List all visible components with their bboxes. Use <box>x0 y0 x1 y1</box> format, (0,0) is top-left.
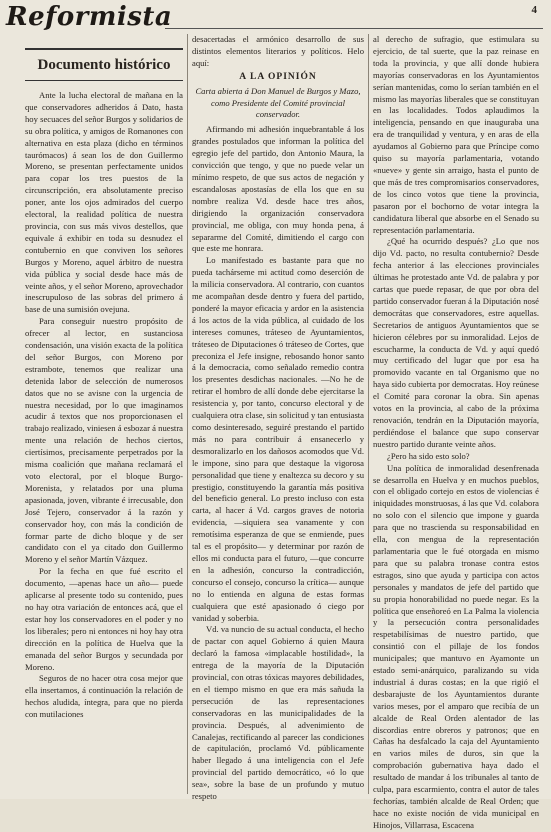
column-divider <box>187 34 188 794</box>
paragraph: Por la fecha en que fué escrito el documento, —apenas hace un año— puede aplicarse al presente todo su contenido, pues no hay otra variación de entonces acá, que el estar hoy los conservadores en el poder y no los liberales; pero ni entonces ni hoy hay otra dirección en la política de Huelva que la emanada del señor Burgos y secundada por Moreno. <box>25 566 183 672</box>
paragraph: ¿Pero ha sido esto solo? <box>387 450 470 461</box>
paragraph: Vd. va nuncio de su actual conducta, el hecho de pactar con aquel Gobierno á quien Maura declaró la famosa «implacable hostilidad», la entrega de la mayoría de la Diputación provincial, con otras tóxicas mayores debilidades, en el tiempo mismo en que era más sañuda la persecución de las representaciones conservadoras en las municipalidades de la provincia. Después, al advenimiento de Canalejas, rectificando al parecer las condiciones de capitulación, proclamó Vd. públicamente haber llegado á una inteligencia con el Jefe provincial del partido democrático, «ó lo que sea», sobre la base de un profundo y mutuo respeto <box>192 624 364 802</box>
letter-heading-text: Carta abierta á Don Manuel de Burgos y Mazo, como Presidente del Comité provincial conservador. <box>195 85 361 120</box>
column-3 <box>373 34 539 830</box>
paragraph: Seguros de no hacer otra cosa mejor que ella insertamos, á continuación la relación de hechos aludida, íntegra, para que no pierda con mutilaciones <box>25 673 183 720</box>
column-2 <box>192 34 364 802</box>
column-divider <box>368 34 369 794</box>
letter-heading <box>192 86 364 122</box>
paragraph: desacertadas el armónico desarrollo de sus distintos elementos literarios y políticos. Helo aquí: <box>192 34 364 68</box>
section-title: A LA OPINIÓN <box>239 71 317 82</box>
header-rule <box>165 28 543 29</box>
paragraph: al derecho de sufragio, que estimulara su ejercicio, de tal suerte, que la paz reinase en toda la provincia, y que allí donde hubiera mayorías conservadoras en los Ayuntamientos serían mantenidas, como lo serían también en el mismo las mayorías liberales que se constituyan en las localidades. Todos aplaudimos la inteligencia, pensando en que inauguraba una era de tranquilidad y ventura, y en aras de ella ayudamos al Gobierno para que Príncipe como quiso su mayoría parlamentaria, votando «nueve» y gente sin arraigo, hasta el punto de que más de tres compromisarios conservadores, de los cinco votos que tiene la provincia, pasaron por el bochorno de votar integra la candidatura liberal que absorbe en el Senado su representación parlamentaria. <box>373 34 539 235</box>
column-1 <box>25 90 183 790</box>
article-headline: Documento histórico <box>25 48 183 81</box>
page-number: 4 <box>531 4 537 16</box>
paragraph: Una política de inmoralidad desenfrenada se desarrolla en Huelva y en muchos pueblos, con el obligado cortejo en estos de violencias é iniquidades monstruosas, á las que Vd. colabora no solo con el silencio que impone y guarda para que no trascienda su responsabilidad en ella, con mengua de la representación parlamentaria que le fué otorgada en mismo para que su palabra tronase contra estos estragos, sino que ayuda y participa con actos personales y mandatos de jefe del partido que su propia honorabilidad no puede negar. Es la política que enseñoreó en La Palma la violencia y la persecución contra personalidades respetabilísimas de nuestro partido, que consintió con el pillaje de los fondos municipales; que mantuvo en Ayamonte un estado semi-anárquico, paralizando su vida industrial á duras costas; en la que rigió el desbarajuste de los Ayuntamientos durante varios meses, por el amparo que recibía de un alcalde de Real Orden alentador de las discordias entre obreros y patronos; que en Cañas ha desfalcado la caja del Ayuntamiento en varios miles de duros, sin que la comprobación gubernativa haya dado el resultado de mandar á los tribunales al tanto de culpa, para escarmiento, contra el autor de tales fechorías, también alcalde de Real Orden; que hace no existe noción de vida municipal en Hinojos, Villarrasa, Escacena <box>373 462 539 830</box>
paragraph: Ante la lucha electoral de mañana en la que conservadores adheridos á Dato, hasta hoy secuaces del señor Burgos y solidarios de su obra política, y amigos de Romanones con alternativa en esta plaza (dicho en términos taurómacos) á sean los de don Guillermo Moreno, se presentan perfectamente unidos para copar los tres puestos de la circunscripción, era absolutamente preciso poner, ante los ojos admirados del cuerpo electoral, la realidad política de nuestra provincia, con sus más vivos destellos, que equivale á exhibir en toda su desnudez el contubernio en que conviven los señores Burgos y Moreno, aquel árbitro de nuestra vida pública y social desde hace más de veinte años, y el señor Moreno, aprovechador inescrupuloso de las sobras del primero á base de una sumisión ovejuna. <box>25 90 183 315</box>
paragraph: Para conseguir nuestro propósito de ofrecer al lector, en sustanciosa condensación, una visión exacta de la política del señor Burgos, con Moreno por estrambote, tenemos que realizar una detenida labor de selección de numerosos datos que no se avisne con la urgencia de nuestra necesidad, por lo que imaginamos acudir á textos que nos proporcionasen el trabajo realizado, viniesen á esbozar á nuestra mente una relación de hechos ciertos, ciertísimos, precisamente perpetrados por la misma coalición que mañana reclamará el voto electoral, por el bloque Burgo-Morenista, y relatados por una pluma apasionada, joven, vibrante é irrecusable, don José Tejero, conservador á la razón y conservador hoy, con más la condición de formar parte de dicho bloque y de ser candidato con el ya citado don Guillermo Moreno y el señor Martín Vázquez. <box>25 316 183 565</box>
paragraph: Lo manifestado es bastante para que no pueda tachárseme mi actitud como deserción de la milicia conservadora. Al contrario, con cuantos me acompañan desde dentro y fuera del partido, ponderé la mayor eficacia y ardor en la asistencia á los actos de la vida pública, al cuidado de los intereses comunes, tráteseo de Ayuntamientos, tráteseo de Diputaciones ó tráteseo de Cortes, que preconiza el Jefe insigne, rebosando honor santo á la democracia, como señalado remedio contra los presentes desdichas nacionales. —No he de retirar el hombro de allí donde debe ejercitarse la resistencia y, por tanto, concurso electoral y de cualquiera otra clase, sin solicitud y tan entusiasta como desinteresado, seguiré prestando el partido más no para contribuir á ensanecerlo y desmoralizarlo en los dañosos acomodos que Vd. le impone, sino para que destaque la vigorosa personalidad que tiene y enaltezca su decoro y su prestigio, constituyendo la garantía más positiva del beneficio general. Lo presto incluso con esta carta, al hacer á Vd. cargos graves de notoria evidencia, —siquiera sea vanamente y con remotísima esperanza de que se enmiende, pues tal es el propósito— y determinar por razón de ellos mi conducta para el futuro, —que concurre en la adhesión, concurso la contradicción, concurso el consejo, concurso la crítica— aunque no lo entienda en alguna de estas formas cualquiera que esté apasionado ó ciego por vanidad y soberbia. <box>192 255 364 623</box>
masthead-logo: Reformista <box>6 2 173 32</box>
paragraph: ¿Qué ha ocurrido después? ¿Lo que nos dijo Vd. pacto, no resulta contubernio? Desde fecha anterior á las elecciones provinciales últimas he protestado ante Vd. de palabra y por cartas que puede repasar, de que por obra del partido conservador fueran á la Diputación nosé democrátas que conservadores, estre aquellas. Secretarios de antiguos Ayuntamientos que se hicieron célebres por su inmoralidad. Lejos de escucharme, la conducta de Vd. y aquí quedó muy certificado del lugar que por esa ha promovido vacante en tal Organismo que no haya sido cubierta por democratas. Hoy reúnese el Comité para coronar la obra. Sin apenas votos en la provincia, al cabo de la próxima renovación, tendrán en la Diputación mayoría, perdiéndose el balance que supo conservar nuestro partido durante veinte años. <box>373 236 539 449</box>
paragraph: Afirmando mi adhesión inquebrantable á los grandes postulados que informan la política del egregio jefe del partido, don Antonio Maura, la convicción que tengo, y que no puede velar un mínimo respeto, de que sus actos de negación y escandalosas apostasías de ella los que en su nombre realiza Vd. desde hace tres años, dirigiendo la organización conservadora provincial, me obliga, con muy honda pena, á separarme del Comité, dimitiendo el cargo con que este me honrara. <box>192 124 364 254</box>
masthead <box>6 2 173 34</box>
